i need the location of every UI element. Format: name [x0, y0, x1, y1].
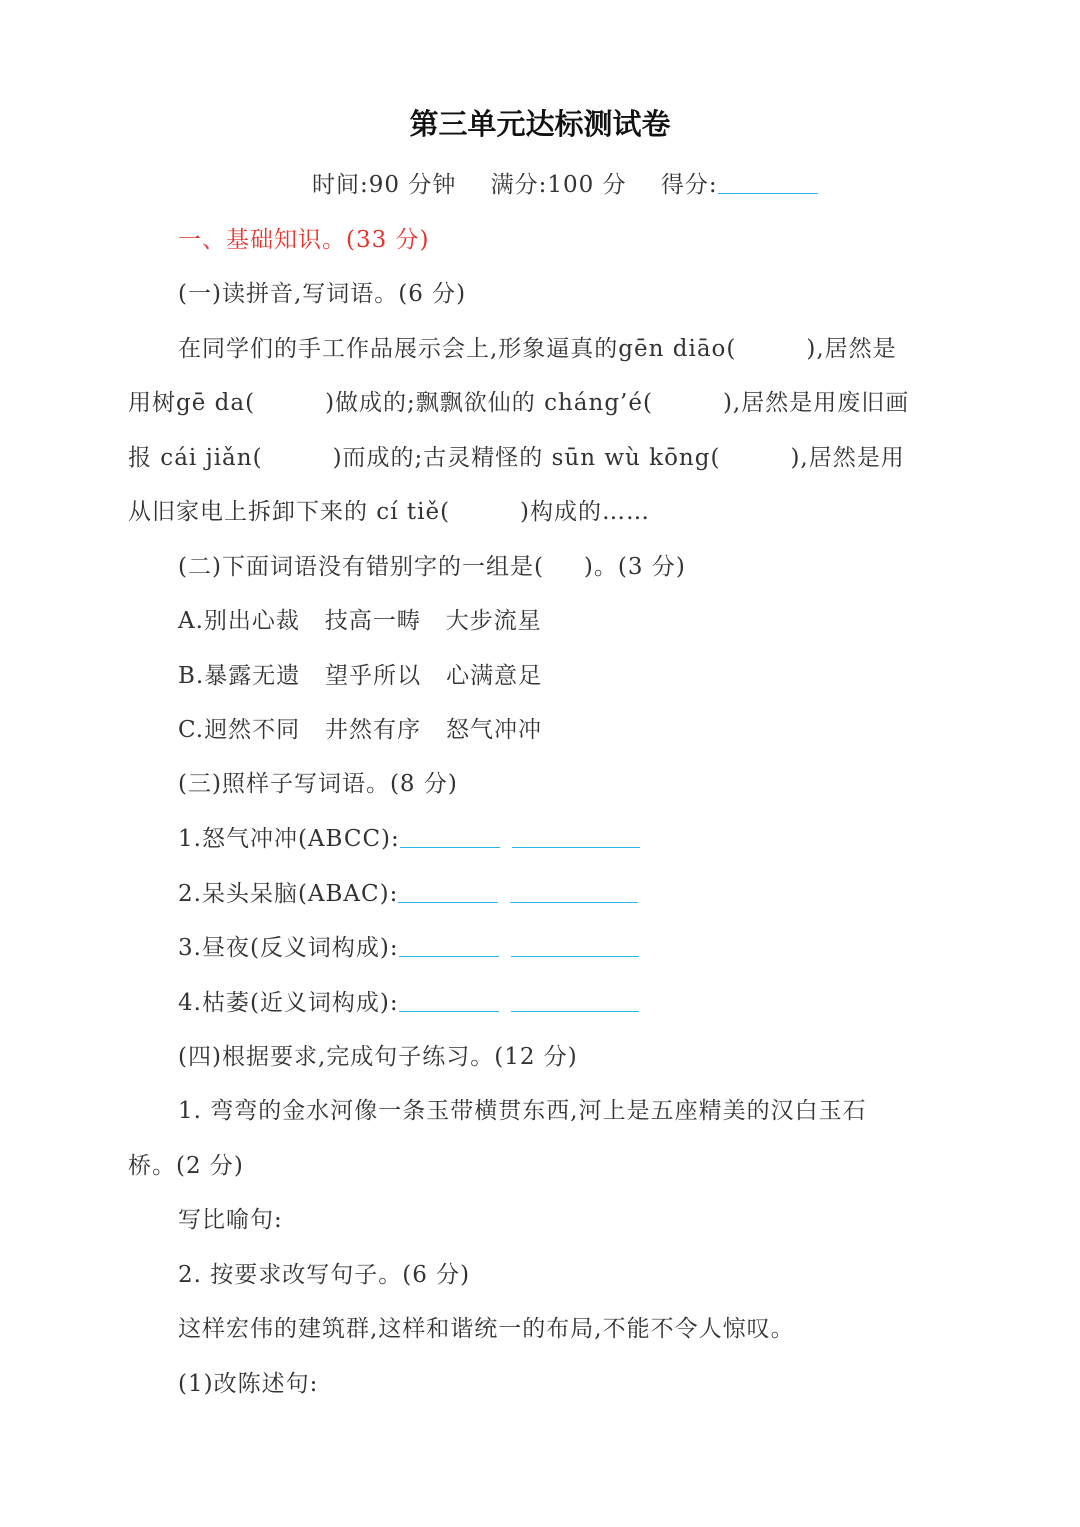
exam-time: 时间:90 分钟	[312, 172, 457, 198]
page-title: 第三单元达标测试卷	[409, 107, 671, 141]
question-text: 桥。(2 分)	[128, 1153, 244, 1179]
item-label: 4.枯萎(近义词构成):	[178, 990, 399, 1016]
part1-line	[178, 331, 897, 367]
part1-heading: (一)读拼音,写词语。(6 分)	[178, 281, 467, 307]
text-run: )。(3 分)	[583, 554, 686, 580]
text-run: (二)下面词语没有错别字的一组是(	[178, 554, 544, 580]
answer-blank[interactable]	[399, 987, 499, 1012]
section-heading: 一、基础知识。(33 分)	[178, 227, 430, 253]
score-blank[interactable]	[718, 169, 818, 194]
part2-heading	[178, 549, 686, 585]
answer-prompt: 写比喻句:	[178, 1207, 283, 1233]
option-b[interactable]: B.暴露无遗 望乎所以 心满意足	[178, 663, 543, 689]
answer-blank[interactable]	[399, 932, 499, 957]
part3-item	[178, 985, 639, 1021]
text-run: 报 cái jiǎn(	[128, 445, 263, 471]
exam-score-label: 得分:	[660, 172, 718, 198]
question-text: 2. 按要求改写句子。(6 分)	[178, 1262, 471, 1288]
item-label: 1.怒气冲冲(ABCC):	[178, 826, 400, 852]
answer-blank[interactable]	[511, 987, 639, 1012]
part4-heading: (四)根据要求,完成句子练习。(12 分)	[178, 1044, 578, 1070]
part3-item	[178, 930, 639, 966]
part1-line	[128, 494, 650, 530]
text-run: ),居然是用废旧画	[722, 390, 910, 416]
text-run: 在同学们的手工作品展示会上,形象逼真的gēn diāo(	[178, 336, 737, 362]
text-run: ),居然是	[806, 336, 897, 362]
answer-blank[interactable]	[398, 878, 498, 903]
text-run: )构成的……	[520, 499, 651, 525]
exam-full-score: 满分:100 分	[490, 172, 627, 198]
answer-blank[interactable]	[512, 823, 640, 848]
text-run: 用树gē da(	[128, 390, 256, 416]
option-a[interactable]: A.别出心裁 技高一畴 大步流星	[178, 608, 542, 634]
answer-blank[interactable]	[400, 823, 500, 848]
answer-blank[interactable]	[511, 932, 639, 957]
part1-line	[128, 440, 905, 476]
exam-meta	[312, 167, 844, 203]
part1-line	[128, 385, 909, 421]
text-run: 从旧家电上拆卸下来的 cí tiě(	[128, 499, 451, 525]
answer-prompt: (1)改陈述句:	[178, 1371, 319, 1397]
text-run: ),居然是用	[790, 445, 905, 471]
option-c[interactable]: C.迥然不同 井然有序 怒气冲冲	[178, 717, 542, 743]
item-label: 2.呆头呆脑(ABAC):	[178, 881, 399, 907]
text-run: )而成的;古灵精怪的 sūn wù kōng(	[332, 445, 721, 471]
part3-heading: (三)照样子写词语。(8 分)	[178, 771, 458, 797]
part3-item	[178, 821, 640, 857]
text-run: )做成的;飘飘欲仙的 cháng’é(	[325, 390, 653, 416]
item-label: 3.昼夜(反义词构成):	[178, 935, 399, 961]
answer-blank[interactable]	[510, 878, 638, 903]
part3-item	[178, 876, 638, 912]
question-sentence: 这样宏伟的建筑群,这样和谐统一的布局,不能不令人惊叹。	[178, 1316, 795, 1342]
question-text: 1. 弯弯的金水河像一条玉带横贯东西,河上是五座精美的汉白玉石	[178, 1098, 867, 1124]
